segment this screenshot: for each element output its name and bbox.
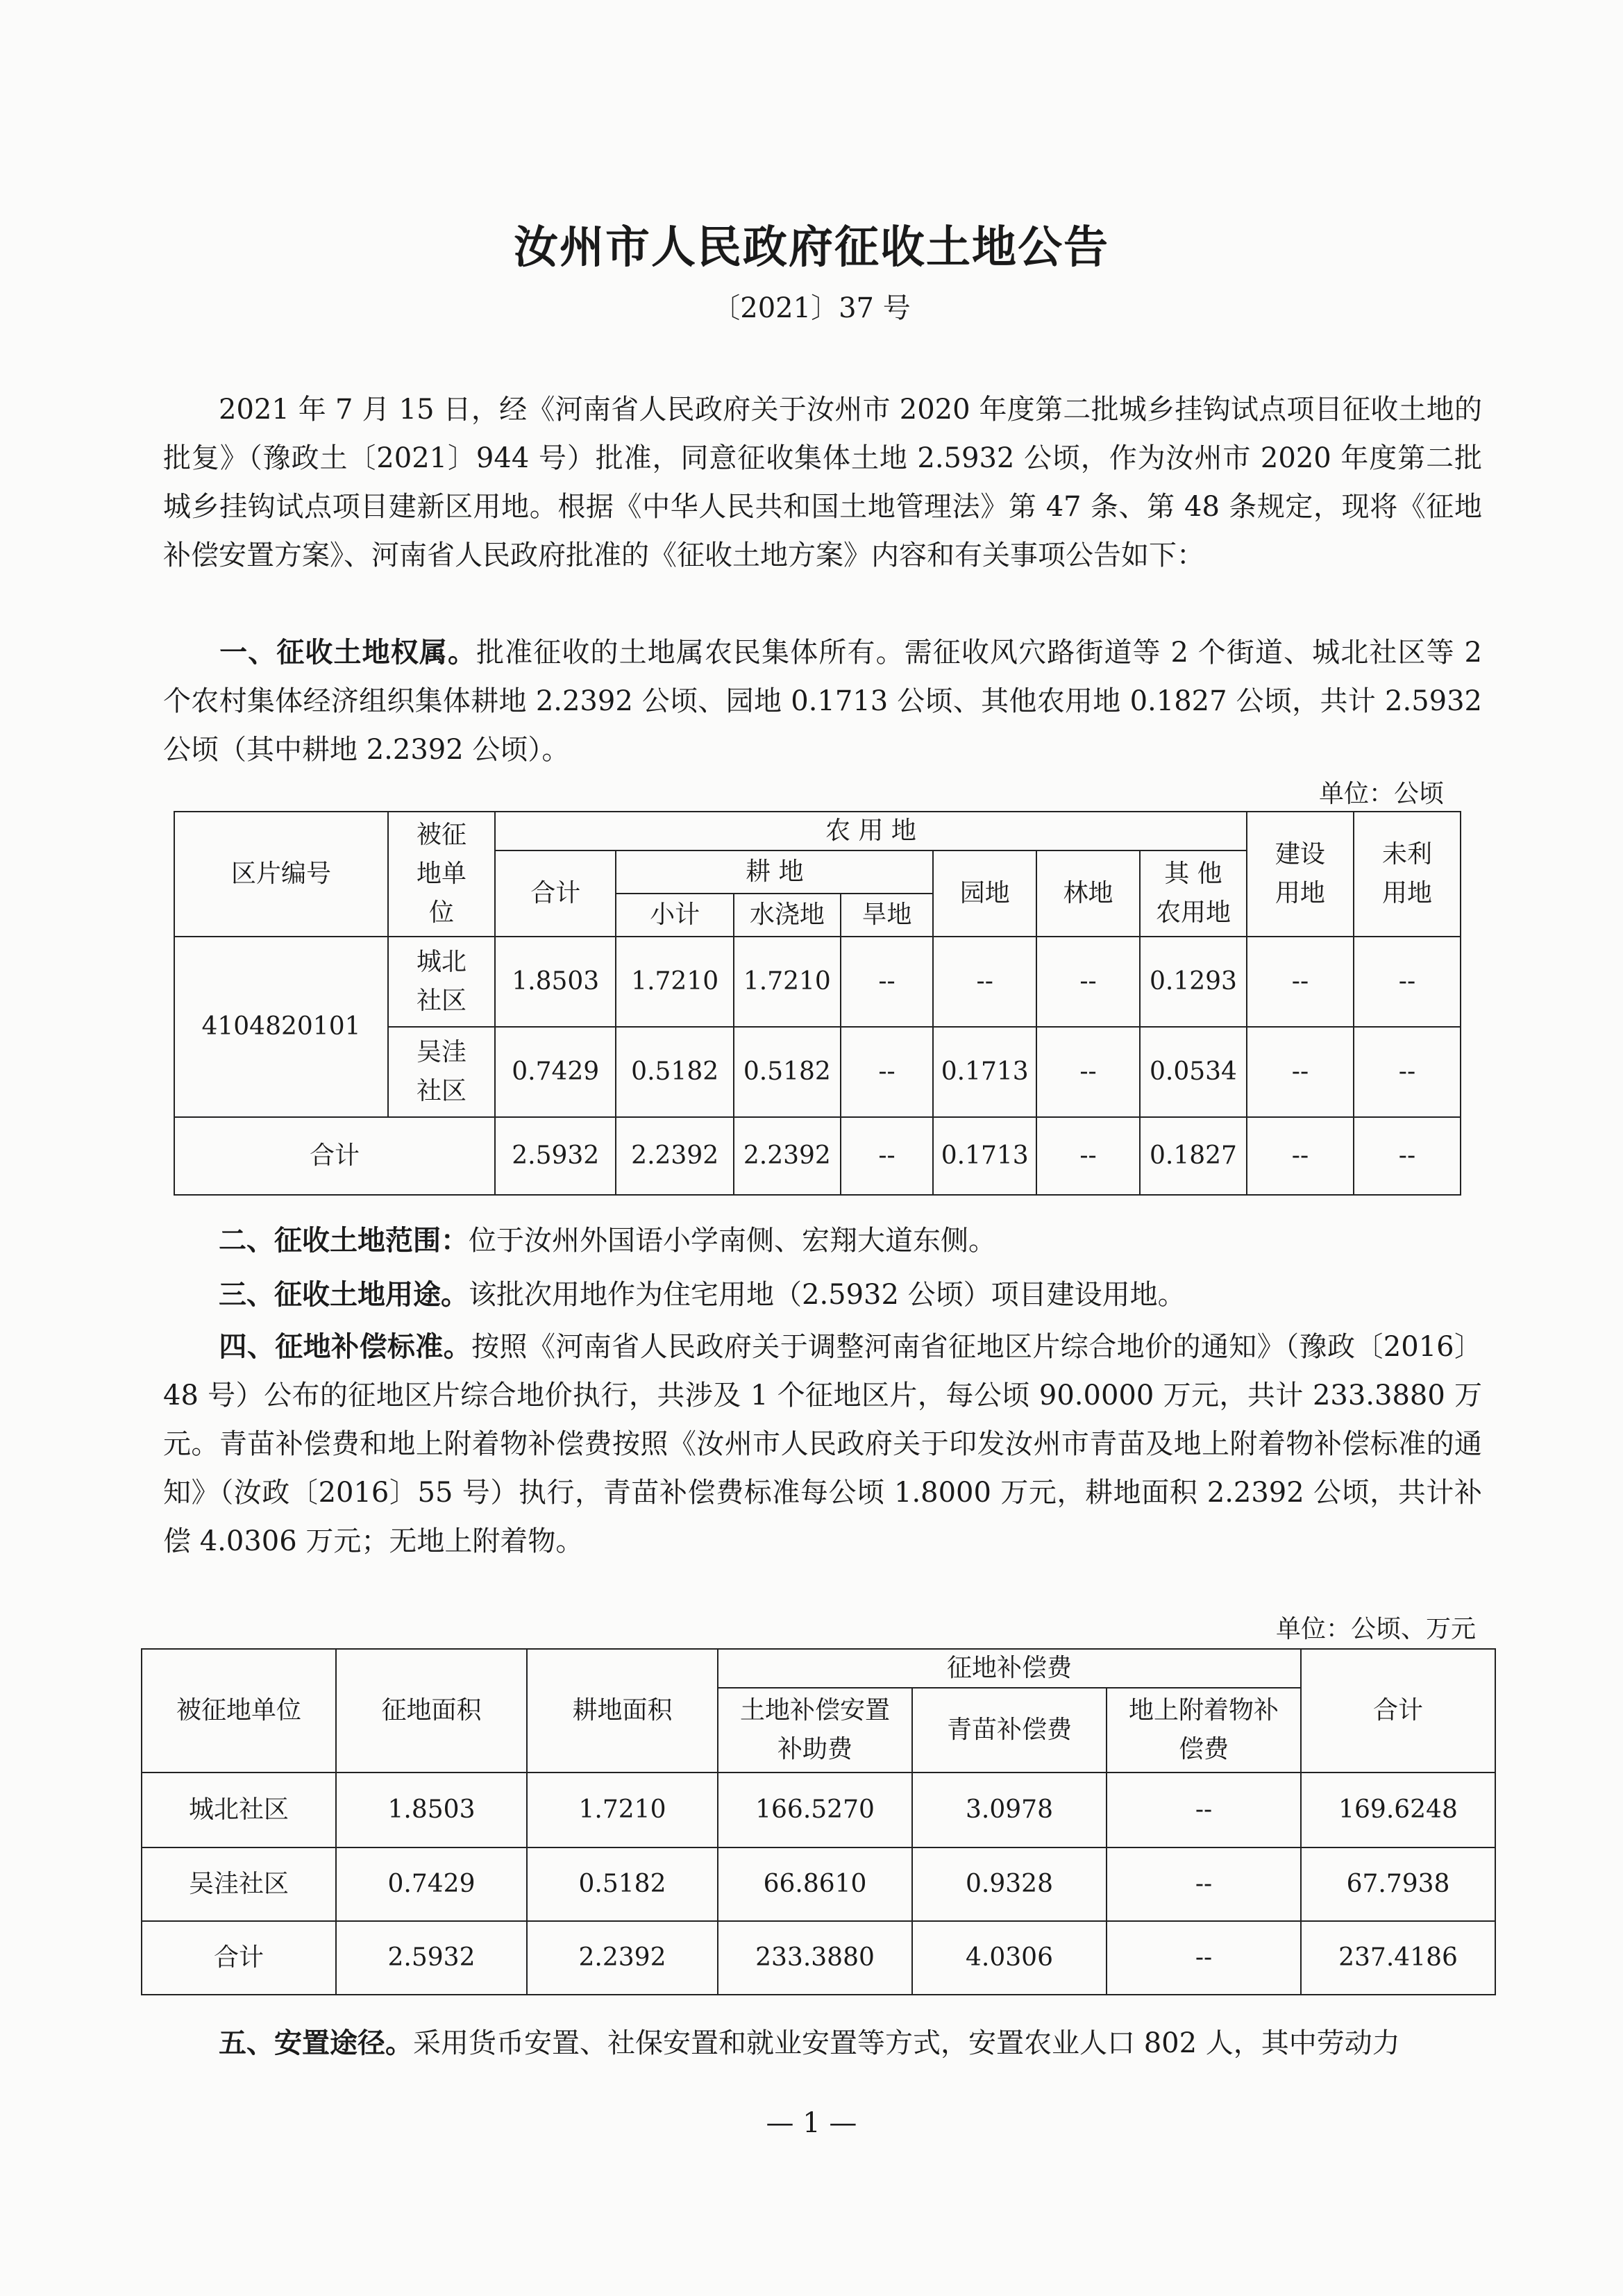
row-unit: 合计 — [142, 1921, 336, 1995]
cell-total: 1.8503 — [495, 937, 616, 1027]
cell-garden: 0.1713 — [933, 1117, 1036, 1195]
cell-dry: -- — [841, 1027, 933, 1117]
section4-heading: 四、征地补偿标准。 — [219, 1331, 472, 1363]
row-unit: 吴洼社区 — [142, 1847, 336, 1921]
cell-unused: -- — [1354, 937, 1461, 1027]
cell-unused: -- — [1354, 1117, 1461, 1195]
header-forest: 林地 — [1036, 850, 1140, 937]
header-agri: 农 用 地 — [495, 812, 1247, 850]
section3-heading: 三、征收土地用途。 — [219, 1279, 469, 1311]
header-unit: 被征地单位 — [142, 1649, 336, 1773]
cell-construction: -- — [1247, 1027, 1354, 1117]
cell-area: 1.8503 — [336, 1773, 527, 1847]
header-other: 其 他 农用地 — [1140, 850, 1247, 937]
cell-attach-comp: -- — [1107, 1773, 1301, 1847]
cell-dry: -- — [841, 1117, 933, 1195]
header-arable: 耕 地 — [616, 850, 933, 894]
section2-heading: 二、征收土地范围： — [219, 1225, 469, 1257]
table2-unit: 单位：公顷、万元 — [1276, 1615, 1477, 1643]
cell-garden: -- — [933, 937, 1036, 1027]
cell-forest: -- — [1036, 1117, 1140, 1195]
header-unit: 被征地单位 — [388, 812, 495, 937]
cell-subtotal: 2.2392 — [616, 1117, 733, 1195]
land-ownership-table — [174, 811, 1461, 1196]
cell-attach-comp: -- — [1107, 1921, 1301, 1995]
cell-arable-area: 0.5182 — [527, 1847, 718, 1921]
cell-construction: -- — [1247, 1117, 1354, 1195]
cell-garden: 0.1713 — [933, 1027, 1036, 1117]
cell-total: 2.5932 — [495, 1117, 616, 1195]
cell-arable-area: 2.2392 — [527, 1921, 718, 1995]
cell-forest: -- — [1036, 937, 1140, 1027]
row-unit: 城北社区 — [388, 937, 495, 1027]
section5-paragraph — [163, 2019, 1482, 2068]
header-parcel-no: 区片编号 — [174, 812, 388, 937]
cell-total: 169.6248 — [1301, 1773, 1495, 1847]
cell-total: 67.7938 — [1301, 1847, 1495, 1921]
intro-paragraph — [163, 385, 1482, 580]
section4-paragraph — [163, 1323, 1482, 1566]
section3-text: 该批次用地作为住宅用地（2.5932 公顷）项目建设用地。 — [469, 1279, 1186, 1311]
row-unit: 吴洼社区 — [388, 1027, 495, 1117]
header-area: 征地面积 — [336, 1649, 527, 1773]
header-construction: 建设用地 — [1247, 812, 1354, 937]
cell-other: 0.1827 — [1140, 1117, 1247, 1195]
header-garden: 园地 — [933, 850, 1036, 937]
section1-heading: 一、征收土地权属。 — [219, 637, 477, 669]
section4-text: 按照《河南省人民政府关于调整河南省征地区片综合地价的通知》（豫政〔2016〕48 号）公布的征地区片综合地价执行，共涉及 1 个征地区片，每公顷 90.0000 万元，共计 233.3880 万元。青苗补偿费和地上附着物补偿费按照《汝州市人民政府关于印发汝州市青苗及地上附着物补偿标准的通知》（汝政〔2016〕55 号）执行，青苗补偿费标准每公顷 1.8000 万元，耕地面积 2.2392 公顷，共计补偿 4.0306 万元；无地上附着物。 — [163, 1331, 1483, 1557]
cell-area: 0.7429 — [336, 1847, 527, 1921]
intro-text: 2021 年 7 月 15 日，经《河南省人民政府关于汝州市 2020 年度第二批城乡挂钩试点项目征收土地的批复》（豫政土〔2021〕944 号）批准，同意征收集体土地 2.5932 公顷，作为汝州市 2020 年度第二批城乡挂钩试点项目建新区用地。根据《中华人民共和国土地管理法》第 47 条、第 48 条规定，现将《征地补偿安置方案》、河南省人民政府批准的《征收土地方案》内容和有关事项公告如下： — [163, 394, 1482, 571]
cell-crop-comp: 0.9328 — [912, 1847, 1107, 1921]
cell-land-comp: 233.3880 — [718, 1921, 912, 1995]
header-arable-area: 耕地面积 — [527, 1649, 718, 1773]
cell-crop-comp: 4.0306 — [912, 1921, 1107, 1995]
document-number: 〔2021〕37 号 — [712, 292, 911, 324]
cell-irrigated: 1.7210 — [734, 937, 841, 1027]
cell-construction: -- — [1247, 937, 1354, 1027]
table-row — [142, 1773, 1495, 1847]
table-row — [174, 937, 1461, 1027]
parcel-id: 4104820101 — [174, 937, 388, 1117]
table-sum-row — [142, 1921, 1495, 1995]
header-comp: 征地补偿费 — [718, 1649, 1301, 1688]
table-sum-row — [174, 1117, 1461, 1195]
cell-arable-area: 1.7210 — [527, 1773, 718, 1847]
section2-paragraph — [163, 1216, 1482, 1265]
page-number: — 1 — — [766, 2107, 857, 2139]
cell-dry: -- — [841, 937, 933, 1027]
header-attach-comp: 地上附着物补偿费 — [1107, 1688, 1301, 1773]
cell-unused: -- — [1354, 1027, 1461, 1117]
header-dry: 旱地 — [841, 894, 933, 937]
section2-text: 位于汝州外国语小学南侧、宏翔大道东侧。 — [469, 1225, 996, 1257]
row-unit: 城北社区 — [142, 1773, 336, 1847]
cell-irrigated: 0.5182 — [734, 1027, 841, 1117]
header-total: 合计 — [1301, 1649, 1495, 1773]
table-row — [142, 1847, 1495, 1921]
table1-unit: 单位：公顷 — [1319, 780, 1445, 808]
cell-forest: -- — [1036, 1027, 1140, 1117]
section5-heading: 五、安置途径。 — [219, 2027, 413, 2059]
cell-subtotal: 1.7210 — [616, 937, 733, 1027]
cell-attach-comp: -- — [1107, 1847, 1301, 1921]
section1-paragraph — [163, 628, 1482, 774]
page-title: 汝州市人民政府征收土地公告 — [514, 221, 1109, 274]
cell-other: 0.0534 — [1140, 1027, 1247, 1117]
compensation-table — [141, 1648, 1496, 1995]
header-subtotal: 小计 — [616, 894, 733, 937]
header-land-comp: 土地补偿安置补助费 — [718, 1688, 912, 1773]
sum-label: 合计 — [174, 1117, 495, 1195]
header-irrigated: 水浇地 — [734, 894, 841, 937]
cell-total: 0.7429 — [495, 1027, 616, 1117]
cell-subtotal: 0.5182 — [616, 1027, 733, 1117]
cell-other: 0.1293 — [1140, 937, 1247, 1027]
header-unused: 未利用地 — [1354, 812, 1461, 937]
header-crop-comp: 青苗补偿费 — [912, 1688, 1107, 1773]
cell-area: 2.5932 — [336, 1921, 527, 1995]
cell-land-comp: 166.5270 — [718, 1773, 912, 1847]
section5-text: 采用货币安置、社保安置和就业安置等方式，安置农业人口 802 人，其中劳动力 — [413, 2027, 1400, 2059]
cell-land-comp: 66.8610 — [718, 1847, 912, 1921]
cell-total: 237.4186 — [1301, 1921, 1495, 1995]
section1-text: 批准征收的土地属农民集体所有。需征收风穴路街道等 2 个街道、城北社区等 2 个农村集体经济组织集体耕地 2.2392 公顷、园地 0.1713 公顷、其他农用地 0.1827 公顷，共计 2.5932 公顷（其中耕地 2.2392 公顷）。 — [163, 637, 1482, 766]
cell-crop-comp: 3.0978 — [912, 1773, 1107, 1847]
section3-paragraph — [163, 1271, 1482, 1319]
cell-irrigated: 2.2392 — [734, 1117, 841, 1195]
header-total: 合计 — [495, 850, 616, 937]
